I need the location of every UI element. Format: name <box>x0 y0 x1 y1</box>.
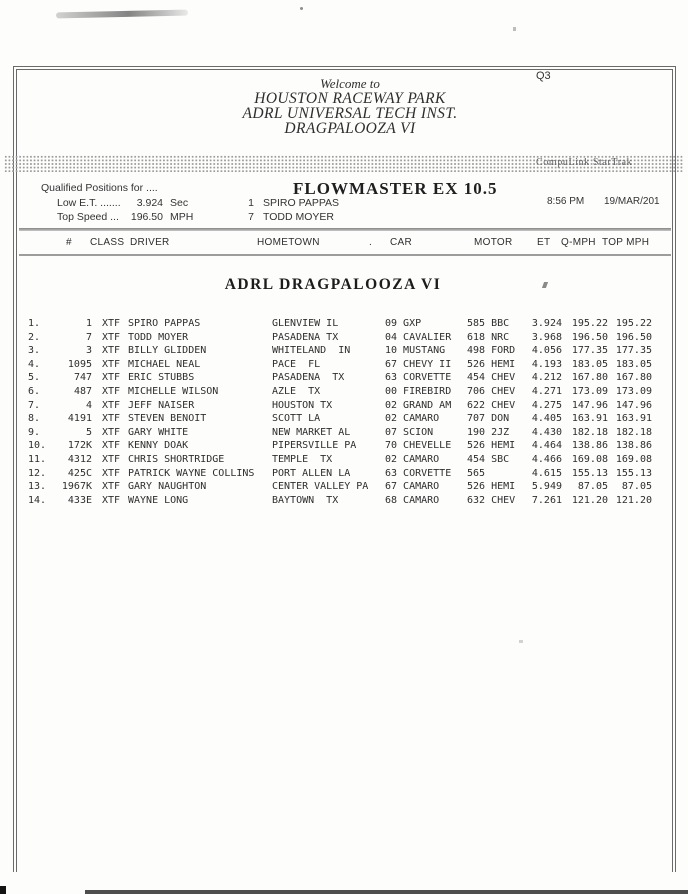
col-header-position: # <box>66 237 72 248</box>
cell-hometown: PACE FL <box>272 358 321 370</box>
low-et-label: Low E.T. ....... <box>57 197 121 209</box>
top-speed-driver: TODD MOYER <box>263 211 334 223</box>
cell-qmph: 177.35 <box>571 345 608 357</box>
results-table <box>28 317 652 507</box>
cell-rank: 2. <box>28 331 41 343</box>
cell-hometown: PIPERSVILLE PA <box>272 440 357 452</box>
masthead-venue: HOUSTON RACEWAY PARK <box>254 90 446 107</box>
cell-class: XTF <box>102 358 121 370</box>
cell-motor: 526 HEMI <box>467 440 516 452</box>
table-row <box>28 399 652 413</box>
cell-car: 02 CAMARO <box>385 413 440 425</box>
cell-motor: 585 BBC <box>467 318 510 329</box>
table-row <box>28 453 652 467</box>
masthead-welcome: Welcome to <box>320 76 380 91</box>
top-speed-value: 196.50 <box>130 211 163 223</box>
table-row <box>28 480 652 494</box>
cell-rank: 3. <box>28 345 41 357</box>
cell-driver: GARY WHITE <box>128 426 189 438</box>
cell-qmph: 167.80 <box>571 372 608 384</box>
cell-hometown: AZLE TX <box>272 385 321 397</box>
table-row <box>28 344 652 358</box>
horizontal-rule-top <box>19 228 671 231</box>
cell-class: XTF <box>102 372 121 384</box>
top-speed-position: 7 <box>248 211 254 223</box>
cell-hometown: GLENVIEW IL <box>272 318 339 329</box>
cell-class: XTF <box>102 345 121 357</box>
cell-topmph: 169.08 <box>615 453 652 465</box>
cell-driver: CHRIS SHORTRIDGE <box>128 453 225 465</box>
cell-topmph: 195.22 <box>615 318 652 329</box>
cell-car-number: 1967K <box>61 481 92 493</box>
table-row <box>28 467 652 481</box>
scan-artifact-bottom-bar <box>85 890 688 894</box>
cell-car-number: 4191 <box>67 413 92 425</box>
scan-artifact-smudge <box>56 10 188 19</box>
table-row <box>28 358 652 372</box>
cell-rank: 8. <box>28 413 41 425</box>
cell-topmph: 138.86 <box>615 440 652 452</box>
session-label: Q3 <box>536 70 551 82</box>
cell-et: 4.430 <box>531 426 562 438</box>
cell-car: 70 CHEVELLE <box>385 440 452 452</box>
cell-car: 63 CORVETTE <box>385 467 452 479</box>
cell-car: 10 MUSTANG <box>385 345 446 357</box>
cell-driver: WAYNE LONG <box>128 494 189 506</box>
cell-driver: STEVEN BENOIT <box>128 413 207 425</box>
cell-driver: BILLY GLIDDEN <box>128 345 207 357</box>
cell-hometown: PASADENA TX <box>272 331 339 343</box>
col-header-car: CAR <box>390 237 413 248</box>
cell-hometown: SCOTT LA <box>272 413 321 425</box>
cell-rank: 14. <box>28 494 46 506</box>
cell-motor: 706 CHEV <box>467 385 516 397</box>
cell-hometown: PASADENA TX <box>272 372 345 384</box>
cell-car-number: 487 <box>73 385 92 397</box>
print-time: 8:56 PM <box>547 196 585 207</box>
cell-car-number: 425C <box>67 467 92 479</box>
cell-et: 4.271 <box>531 385 562 397</box>
cell-topmph: 163.91 <box>615 413 652 425</box>
cell-hometown: HOUSTON TX <box>272 399 333 411</box>
cell-topmph: 87.05 <box>621 481 652 493</box>
top-speed-row <box>57 210 339 224</box>
cell-driver: MICHELLE WILSON <box>128 385 219 397</box>
cell-class: XTF <box>102 318 121 329</box>
cell-topmph: 121.20 <box>615 494 652 506</box>
cell-hometown: WHITELAND IN <box>272 345 351 357</box>
cell-class: XTF <box>102 426 121 438</box>
col-header-topmph: TOP MPH <box>602 237 650 248</box>
low-et-unit: Sec <box>170 197 189 209</box>
cell-topmph: 147.96 <box>615 399 652 411</box>
cell-class: XTF <box>102 481 121 493</box>
cell-car: 67 CAMARO <box>385 481 440 493</box>
cell-rank: 11. <box>28 453 46 465</box>
cell-driver: KENNY DOAK <box>128 440 189 452</box>
cell-et: 3.968 <box>531 331 562 343</box>
table-row <box>28 426 652 440</box>
cell-rank: 7. <box>28 399 41 411</box>
cell-qmph: 87.05 <box>577 481 608 493</box>
cell-qmph: 195.22 <box>571 318 608 329</box>
cell-driver: ERIC STUBBS <box>128 372 195 384</box>
cell-class: XTF <box>102 413 121 425</box>
cell-car: 07 SCION <box>385 426 434 438</box>
cell-qmph: 173.09 <box>571 385 608 397</box>
cell-driver: PATRICK WAYNE COLLINS <box>128 467 255 479</box>
cell-rank: 9. <box>28 426 41 438</box>
cell-rank: 1. <box>28 318 41 329</box>
cell-driver: MICHAEL NEAL <box>128 358 201 370</box>
cell-topmph: 177.35 <box>615 345 652 357</box>
cell-rank: 13. <box>28 481 46 493</box>
cell-class: XTF <box>102 453 121 465</box>
cell-car: 09 GXP <box>385 318 422 329</box>
cell-motor: 454 SBC <box>467 453 510 465</box>
cell-car-number: 172K <box>67 440 92 452</box>
cell-topmph: 182.18 <box>615 426 652 438</box>
race-class-title: FLOWMASTER EX 10.5 <box>293 179 498 198</box>
table-row <box>28 439 652 453</box>
cell-driver: JEFF NAISER <box>128 399 195 411</box>
table-row <box>28 385 652 399</box>
cell-motor: 526 HEMI <box>467 358 516 370</box>
cell-driver: GARY NAUGHTON <box>128 481 207 493</box>
timing-system-watermark: CompuLink StarTrak <box>536 157 633 168</box>
masthead <box>0 77 688 136</box>
col-header-class: CLASS <box>90 237 125 248</box>
cell-car-number: 5 <box>85 426 92 438</box>
cell-motor: 565 <box>467 467 486 479</box>
cell-qmph: 121.20 <box>571 494 608 506</box>
cell-rank: 6. <box>28 385 41 397</box>
low-et-position: 1 <box>248 197 254 209</box>
cell-et: 4.464 <box>531 440 562 452</box>
low-et-driver: SPIRO PAPPAS <box>263 197 340 209</box>
cell-et: 4.275 <box>531 399 562 411</box>
cell-et: 4.056 <box>531 345 562 357</box>
results-column-headers <box>0 237 688 251</box>
horizontal-rule-bottom <box>19 254 671 256</box>
cell-et: 5.949 <box>531 481 562 493</box>
cell-car: 02 GRAND AM <box>385 399 452 411</box>
cell-car: 68 CAMARO <box>385 494 440 506</box>
top-speed-unit: MPH <box>170 211 194 223</box>
cell-et: 4.405 <box>531 413 562 425</box>
cell-motor: 190 2JZ <box>467 426 510 438</box>
cell-car-number: 433E <box>67 494 92 506</box>
cell-et: 4.212 <box>531 372 562 384</box>
col-header-dot: . <box>369 237 373 248</box>
cell-motor: 454 CHEV <box>467 372 516 384</box>
print-date: 19/MAR/201 <box>604 196 660 207</box>
cell-topmph: 155.13 <box>615 467 652 479</box>
cell-car: 02 CAMARO <box>385 453 440 465</box>
cell-car-number: 747 <box>73 372 92 384</box>
cell-car-number: 4 <box>85 399 92 411</box>
cell-topmph: 196.50 <box>615 331 652 343</box>
cell-car: 00 FIREBIRD <box>385 385 452 397</box>
cell-motor: 622 CHEV <box>467 399 516 411</box>
qualified-positions-title: Qualified Positions for .... <box>41 182 158 194</box>
cell-car-number: 1 <box>85 318 92 329</box>
cell-qmph: 155.13 <box>571 467 608 479</box>
cell-car-number: 7 <box>85 331 92 343</box>
top-speed-label: Top Speed ... <box>57 211 119 223</box>
low-et-value: 3.924 <box>136 197 163 209</box>
col-header-motor: MOTOR <box>474 237 513 248</box>
cell-qmph: 163.91 <box>571 413 608 425</box>
cell-hometown: CENTER VALLEY PA <box>272 481 369 493</box>
col-header-hometown: HOMETOWN <box>257 237 320 248</box>
col-header-qmph: Q-MPH <box>561 237 596 248</box>
cell-motor: 707 DON <box>467 413 510 425</box>
scan-artifact-corner-block <box>0 886 6 894</box>
cell-car: 67 CHEVY II <box>385 358 452 370</box>
cell-class: XTF <box>102 467 121 479</box>
cell-hometown: PORT ALLEN LA <box>272 467 351 479</box>
cell-topmph: 173.09 <box>615 385 652 397</box>
cell-qmph: 169.08 <box>571 453 608 465</box>
cell-class: XTF <box>102 399 121 411</box>
cell-rank: 12. <box>28 467 46 479</box>
table-row <box>28 371 652 385</box>
col-header-et: ET <box>537 237 551 248</box>
cell-motor: 632 CHEV <box>467 494 516 506</box>
cell-qmph: 138.86 <box>571 440 608 452</box>
cell-et: 3.924 <box>531 318 562 329</box>
halftone-band <box>4 155 684 172</box>
cell-et: 4.615 <box>531 467 562 479</box>
cell-hometown: NEW MARKET AL <box>272 426 351 438</box>
cell-driver: TODD MOYER <box>128 331 189 343</box>
cell-motor: 498 FORD <box>467 345 516 357</box>
cell-rank: 4. <box>28 358 41 370</box>
cell-topmph: 183.05 <box>615 358 652 370</box>
cell-car-number: 4312 <box>67 453 92 465</box>
event-section-title: ADRL DRAGPALOOZA VI <box>224 276 442 293</box>
cell-car: 04 CAVALIER <box>385 331 452 343</box>
cell-et: 4.466 <box>531 453 562 465</box>
cell-hometown: BAYTOWN TX <box>272 494 339 506</box>
scan-artifact-speck <box>513 27 516 31</box>
cell-motor: 618 NRC <box>467 331 510 343</box>
table-row <box>28 317 652 331</box>
cell-class: XTF <box>102 331 121 343</box>
masthead-org: ADRL UNIVERSAL TECH INST. <box>242 105 458 122</box>
cell-car-number: 1095 <box>67 358 92 370</box>
cell-car: 63 CORVETTE <box>385 372 452 384</box>
cell-motor: 526 HEMI <box>467 481 516 493</box>
table-row <box>28 331 652 345</box>
cell-rank: 5. <box>28 372 41 384</box>
masthead-event: DRAGPALOOZA VI <box>284 120 416 137</box>
cell-car-number: 3 <box>85 345 92 357</box>
cell-qmph: 182.18 <box>571 426 608 438</box>
cell-qmph: 196.50 <box>571 331 608 343</box>
cell-rank: 10. <box>28 440 46 452</box>
cell-et: 4.193 <box>531 358 562 370</box>
cell-hometown: TEMPLE TX <box>272 453 333 465</box>
cell-class: XTF <box>102 494 121 506</box>
cell-driver: SPIRO PAPPAS <box>128 318 201 329</box>
cell-qmph: 183.05 <box>571 358 608 370</box>
cell-class: XTF <box>102 440 121 452</box>
table-row <box>28 494 652 508</box>
cell-qmph: 147.96 <box>571 399 608 411</box>
cell-topmph: 167.80 <box>615 372 652 384</box>
cell-et: 7.261 <box>531 494 562 506</box>
table-row <box>28 412 652 426</box>
col-header-driver: DRIVER <box>130 237 170 248</box>
scan-artifact-speck <box>300 7 303 10</box>
cell-class: XTF <box>102 385 121 397</box>
